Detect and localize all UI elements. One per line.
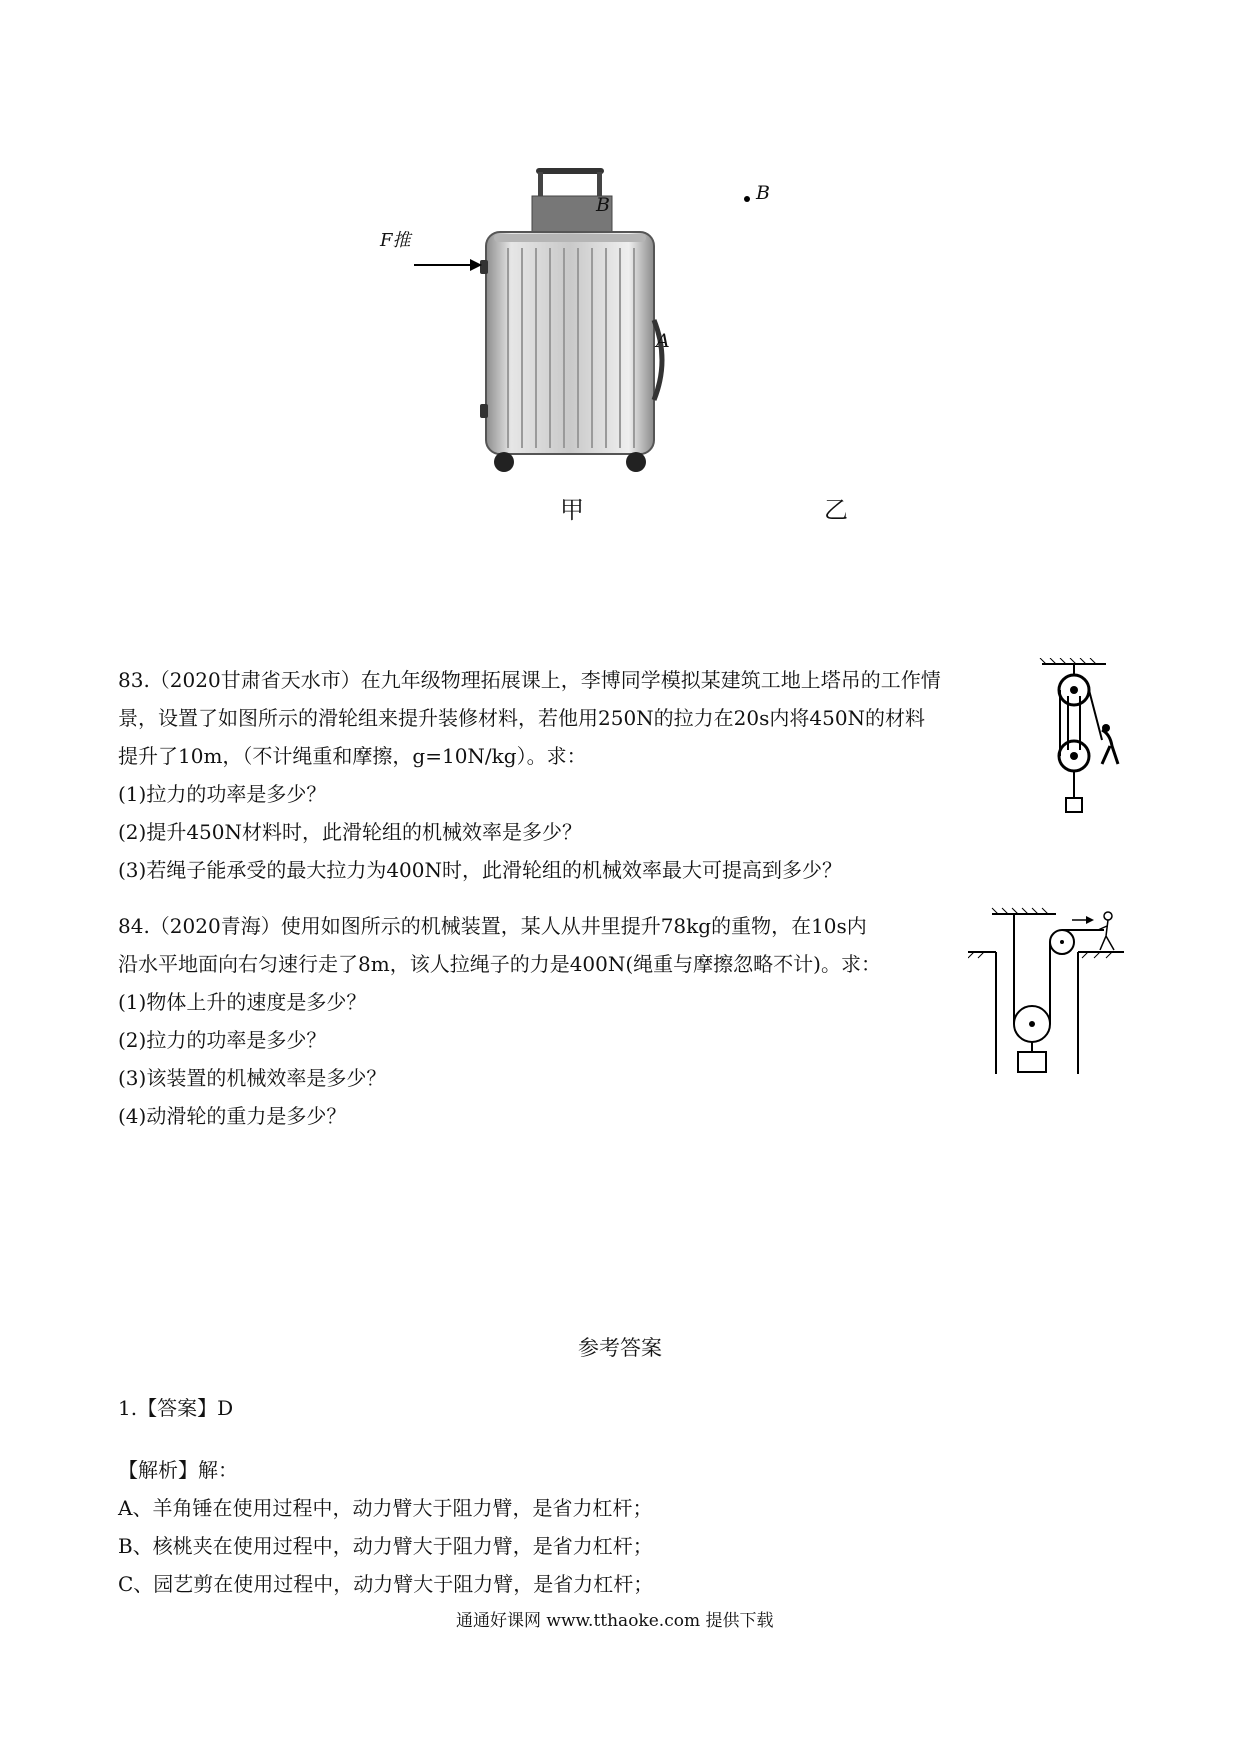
box-b-label: B — [596, 194, 610, 216]
q84-line-6: (4)动滑轮的重力是多少？ — [118, 1104, 347, 1128]
point-b-dot — [744, 196, 750, 202]
answer-1: 1.【答案】D — [118, 1396, 234, 1420]
analysis-line-a: A、羊角锤在使用过程中，动力臂大于阻力臂，是省力杠杆； — [118, 1496, 653, 1520]
analysis-line-c: C、园艺剪在使用过程中，动力臂大于阻力臂，是省力杠杆； — [118, 1572, 654, 1596]
q84-line-3: (1)物体上升的速度是多少？ — [118, 990, 367, 1014]
suitcase-figure — [370, 160, 670, 480]
q83-line-5: (2)提升450N材料时，此滑轮组的机械效率是多少？ — [118, 820, 583, 844]
pulley-block-figure — [1036, 658, 1126, 824]
caption-yi: 乙 — [824, 496, 848, 524]
q83-line-2: 景，设置了如图所示的滑轮组来提升装修材料，若他用250N的拉力在20s内将450N的材料 — [118, 706, 926, 730]
answers-title: 参考答案 — [578, 1336, 662, 1360]
caption-jia: 甲 — [560, 496, 584, 524]
analysis-line-b: B、核桃夹在使用过程中，动力臂大于阻力臂，是省力杠杆； — [118, 1534, 653, 1558]
page-footer: 通通好课网 www.tthaoke.com 提供下载 — [456, 1611, 774, 1631]
q83-line-3: 提升了10m，（不计绳重和摩擦，g=10N/kg）。求： — [118, 744, 587, 768]
analysis-heading: 【解析】解： — [118, 1458, 238, 1482]
q83-line-1: 83.（2020甘肃省天水市）在九年级物理拓展课上，李博同学模拟某建筑工地上塔吊的工作情 — [118, 668, 941, 692]
q84-line-2: 沿水平地面向右匀速行走了8m，该人拉绳子的力是400N(绳重与摩擦忽略不计)。求： — [118, 952, 881, 976]
point-b-label: B — [756, 182, 770, 204]
point-a-label: A — [656, 330, 670, 352]
q84-line-4: (2)拉力的功率是多少？ — [118, 1028, 327, 1052]
q84-line-1: 84.（2020青海）使用如图所示的机械装置，某人从井里提升78kg的重物，在10s内 — [118, 914, 867, 938]
q83-line-6: (3)若绳子能承受的最大拉力为400N时，此滑轮组的机械效率最大可提高到多少？ — [118, 858, 843, 882]
force-label: F推 — [380, 230, 411, 251]
well-pulley-figure — [968, 906, 1124, 1078]
q83-line-4: (1)拉力的功率是多少？ — [118, 782, 327, 806]
q84-line-5: (3)该装置的机械效率是多少？ — [118, 1066, 387, 1090]
